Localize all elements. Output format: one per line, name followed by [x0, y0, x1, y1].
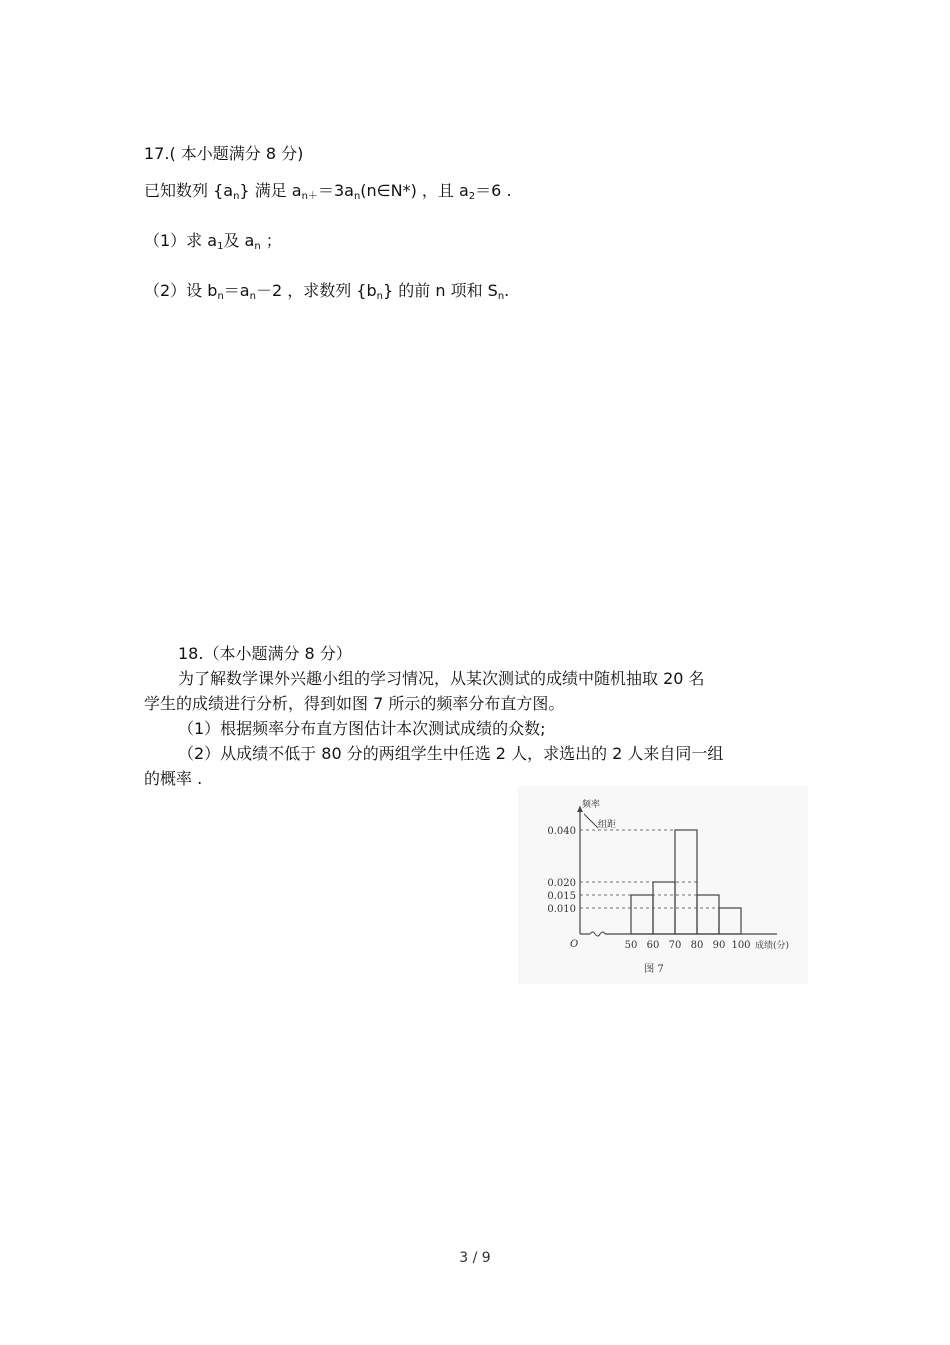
x-tick-label: 50	[624, 940, 638, 951]
x-tick-label: 70	[668, 940, 682, 951]
q17-p1-text: （1）求 a	[144, 231, 218, 250]
q17-cond-text: ＝6 .	[475, 181, 512, 200]
q18-stem-line2: 学生的成绩进行分析，得到如图 7 所示的频率分布直方图。	[144, 694, 565, 713]
q17-sub: n	[376, 291, 383, 302]
q17-p1-text: 及 a	[223, 231, 255, 250]
q17-p2-text: ＝a	[223, 281, 250, 300]
q17-sub: n	[497, 291, 505, 302]
x-axis-label: 成绩(分)	[755, 941, 790, 951]
q17-p2-text: （2）设 b	[144, 281, 218, 300]
q17-cond-text: 已知数列 {a	[144, 181, 234, 200]
q17-condition	[144, 180, 512, 208]
q17-heading: 17.( 本小题满分 8 分)	[144, 144, 304, 163]
histogram-bar	[697, 895, 719, 934]
q18-part2-line2: 的概率 .	[144, 769, 203, 788]
q18-stem-line1: 为了解数学课外兴趣小组的学习情况，从某次测试的成绩中随机抽取 20 名	[178, 669, 705, 688]
q18-part2-line1: （2）从成绩不低于 80 分的两组学生中任选 2 人，求选出的 2 人来自同一组	[178, 744, 724, 763]
page-number: 3 / 9	[459, 1250, 491, 1266]
q17-cond-text: (n∈N*) ，且 a	[360, 181, 469, 200]
figure-caption: 图 7	[644, 964, 664, 975]
q17-p2-text: .	[504, 281, 510, 300]
q17-cond-text: } 满足 a	[239, 181, 302, 200]
q17-p1-text: ；	[260, 231, 282, 250]
histogram-bar	[631, 895, 653, 934]
q17-p2-text: －2 ，求数列 {b	[255, 281, 377, 300]
x-axis-break	[590, 932, 605, 936]
q18-part1: （1）根据频率分布直方图估计本次测试成绩的众数;	[178, 719, 546, 738]
q17-sub: n	[217, 291, 224, 302]
histogram-labels	[547, 798, 789, 975]
q17-sub: n	[353, 191, 361, 202]
x-tick-label: 90	[712, 940, 726, 951]
q17-part2	[144, 280, 509, 308]
histogram-svg	[518, 786, 808, 984]
q17-sub: n	[249, 291, 256, 302]
q17-part1	[144, 230, 282, 258]
q17-sub: 1	[217, 241, 224, 252]
q17-sub: 2	[468, 191, 476, 202]
x-tick-label: 100	[731, 940, 751, 951]
y-tick-label: 0.010	[547, 904, 576, 915]
y-label-slash	[584, 814, 598, 828]
y-label-bottom: 组距	[598, 820, 617, 830]
x-tick-label: 80	[690, 940, 704, 951]
y-tick-label: 0.020	[547, 878, 576, 889]
q17-p2-text: } 的前 n 项和 S	[382, 281, 498, 300]
origin-label: O	[570, 939, 579, 950]
y-label-top: 频率	[582, 800, 601, 810]
q17-sub: n＋	[301, 191, 318, 202]
histogram-guides	[580, 830, 741, 908]
x-tick-label: 60	[646, 940, 660, 951]
histogram-figure	[518, 786, 808, 984]
histogram-bar	[719, 908, 741, 934]
q17-sub: n	[254, 241, 261, 252]
y-tick-label: 0.015	[547, 891, 576, 902]
q18-heading: 18.（本小题满分 8 分）	[178, 644, 352, 663]
q17-sub: n	[233, 191, 240, 202]
y-tick-label: 0.040	[547, 826, 576, 837]
q17-cond-text: ＝3a	[317, 181, 354, 200]
